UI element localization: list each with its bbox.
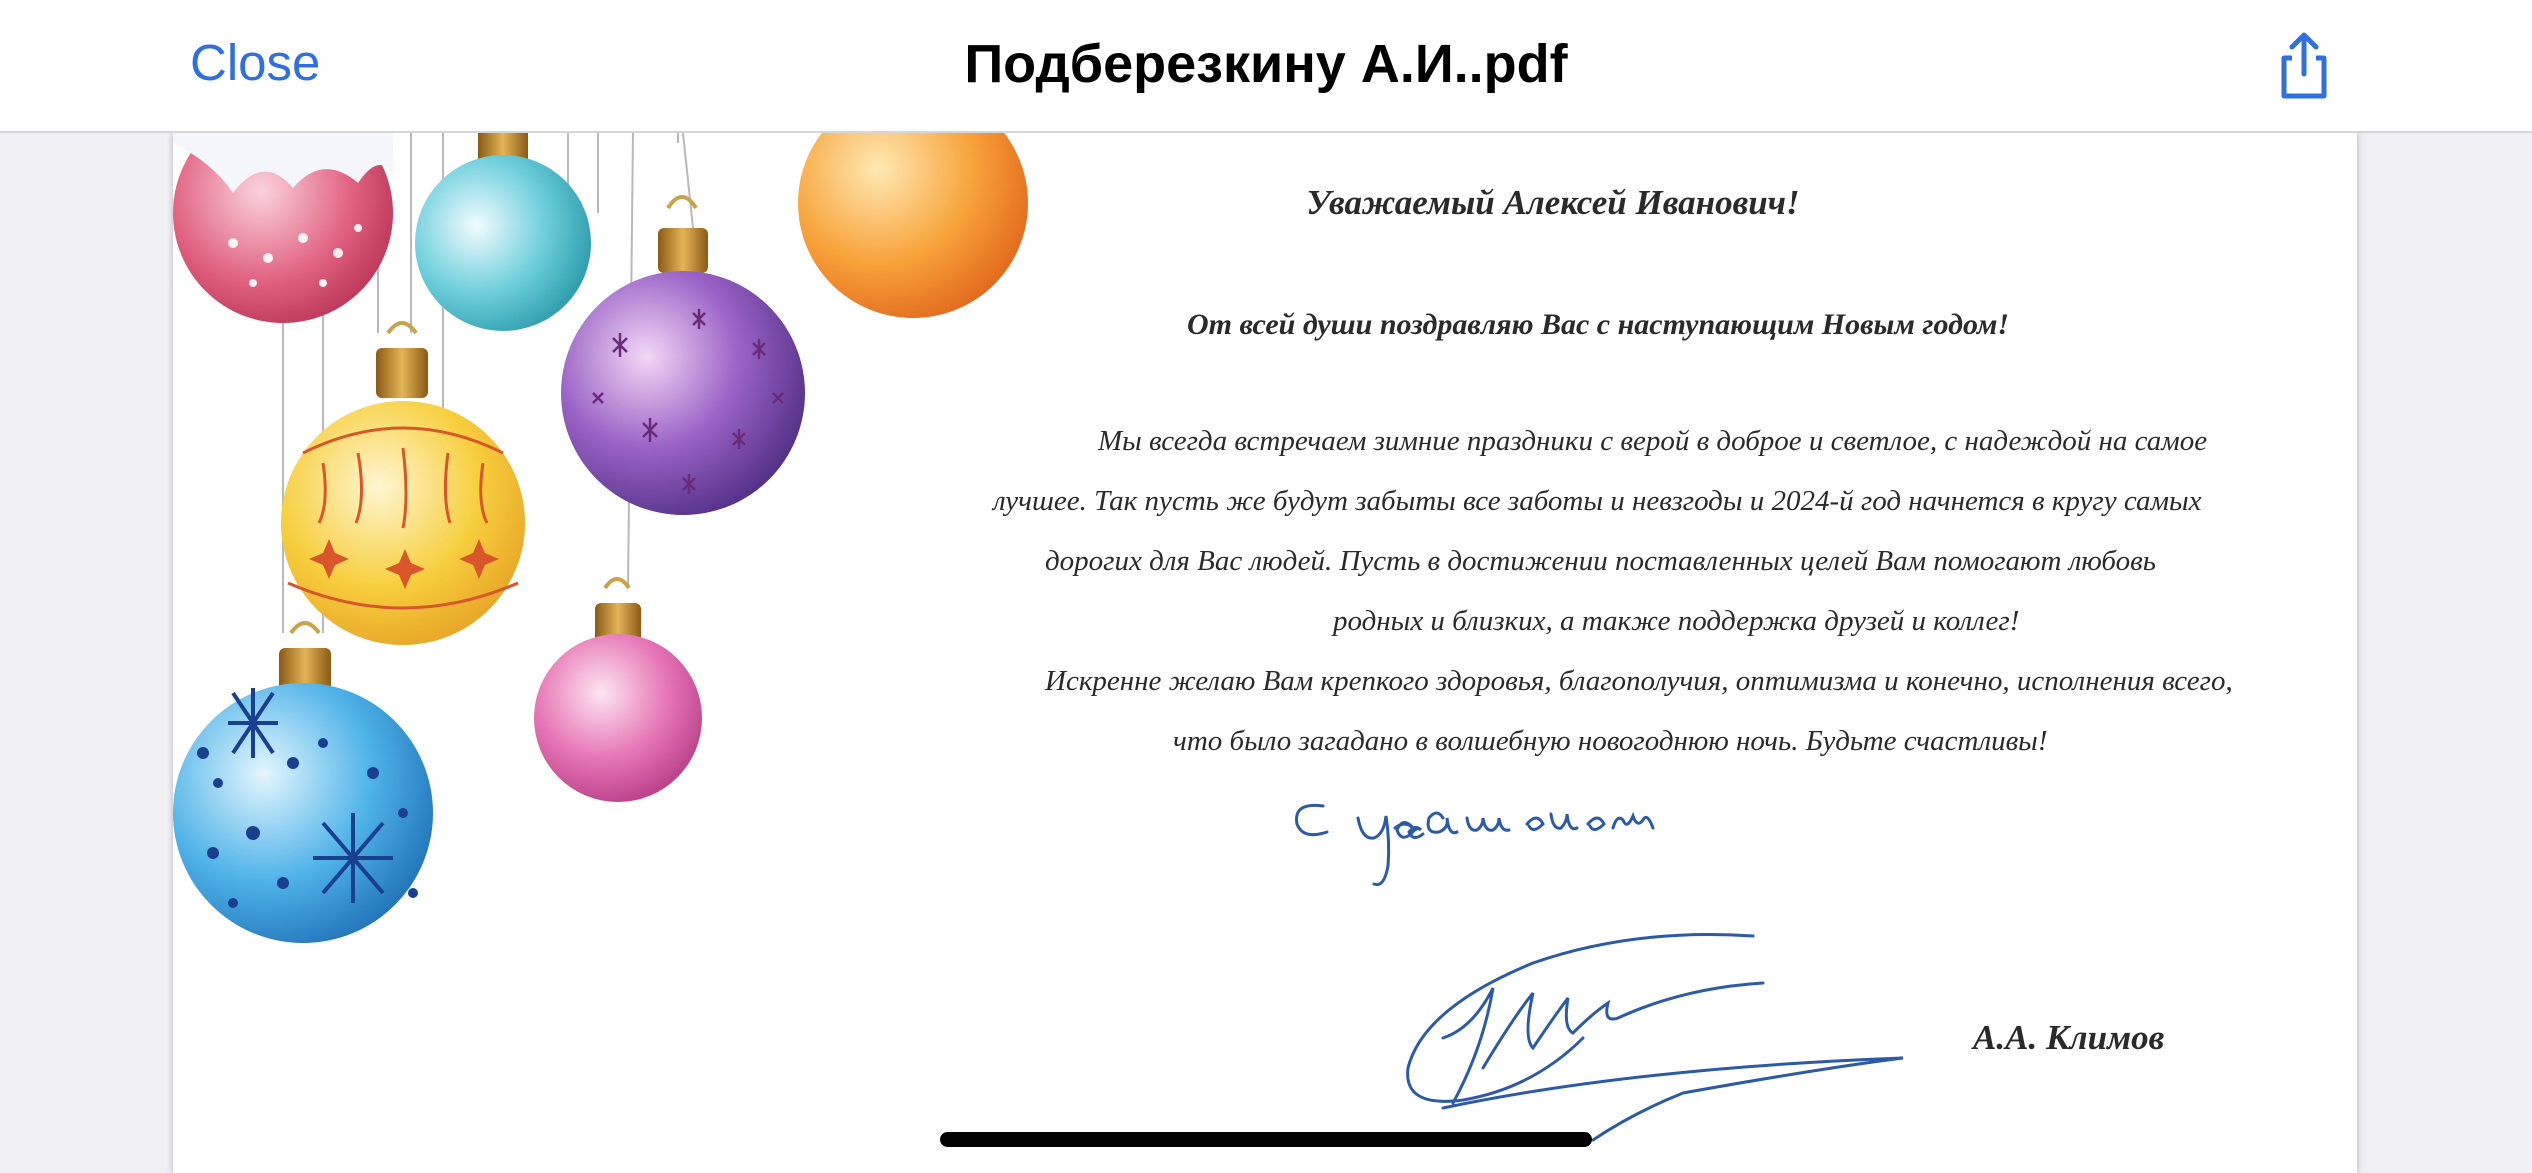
document-title: Подберезкину А.И..pdf <box>964 34 1568 94</box>
home-indicator[interactable] <box>940 1132 1592 1147</box>
pdf-page[interactable] <box>173 133 2357 1173</box>
letter-congratulation: От всей души поздравляю Вас с наступающим Новым годом! <box>1186 308 2010 341</box>
letter-line: Искренне желаю Вам крепкого здоровья, благополучия, оптимизма и конечно, исполнения всего, <box>1045 665 2233 697</box>
navigation-bar <box>0 0 2532 133</box>
letter-line: Мы всегда встречаем зимние праздники с верой в доброе и светлое, с надеждой на самое <box>1098 425 2208 457</box>
close-button[interactable]: Close <box>190 34 321 91</box>
signer-name: А.А. Климов <box>1973 1018 2165 1057</box>
share-icon[interactable] <box>2270 32 2338 100</box>
letter-line: родных и близких, а также поддержка друзей и коллег! <box>1333 605 2020 637</box>
christmas-ornaments-illustration <box>173 133 1073 973</box>
handwritten-closing <box>1283 788 1663 898</box>
letter-line: дорогих для Вас людей. Пусть в достижении поставленных целей Вам помогают любовь <box>1045 545 2156 577</box>
handwritten-signature <box>1383 918 1923 1148</box>
letter-line: лучшее. Так пусть же будут забыты все заботы и невзгоды и 2024-й год начнется в кругу самых <box>993 485 2202 517</box>
letter-line: что было загадано в волшебную новогоднюю ночь. Будьте счастливы! <box>1173 725 2048 757</box>
letter-greeting: Уважаемый Алексей Иванович! <box>1306 183 1800 222</box>
